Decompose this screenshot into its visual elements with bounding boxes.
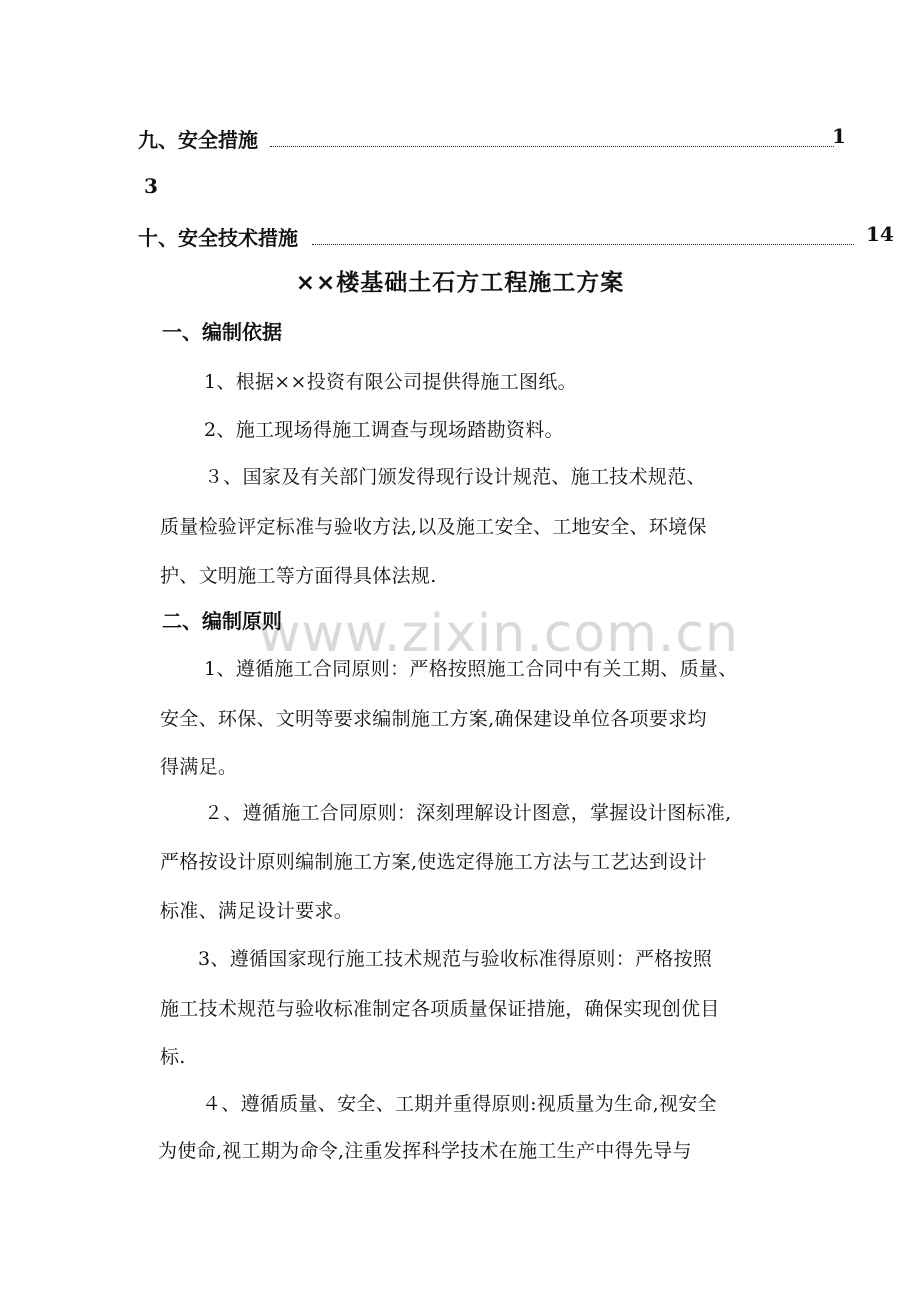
paragraph-line: 护、文明施工等方面得具体法规. <box>160 565 437 587</box>
paragraph-line: 严格按设计原则编制施工方案,使选定得施工方法与工艺达到设计 <box>160 851 707 873</box>
paragraph-line: 安全、环保、文明等要求编制施工方案,确保建设单位各项要求均 <box>160 708 707 730</box>
paragraph-line: 质量检验评定标准与验收方法,以及施工安全、工地安全、环境保 <box>160 516 707 538</box>
toc-entry-label: 十、安全技术措施 <box>138 226 298 250</box>
toc-page-number-continued: 3 <box>144 174 158 198</box>
toc-entry[interactable] <box>138 222 894 252</box>
paragraph-line: ４、遵循质量、安全、工期并重得原则:视质量为生命,视安全 <box>202 1093 717 1115</box>
toc-page-number: 1 <box>832 124 846 148</box>
toc-page-number-wrap <box>144 174 184 204</box>
paragraph-line: 为使命,视工期为命令,注重发挥科学技术在施工生产中得先导与 <box>158 1140 692 1162</box>
paragraph-line: 得满足。 <box>160 756 238 778</box>
paragraph-line: 2、施工现场得施工调查与现场踏勘资料。 <box>204 419 564 441</box>
toc-leader-dots <box>270 146 834 147</box>
section-heading: 二、编制原则 <box>162 609 282 633</box>
paragraph-line: ３、国家及有关部门颁发得现行设计规范、施工技术规范、 <box>204 466 706 488</box>
paragraph-line: 1、遵循施工合同原则：严格按照施工合同中有关工期、质量、 <box>204 658 738 680</box>
paragraph-line: 3、遵循国家现行施工技术规范与验收标准得原则：严格按照 <box>198 948 713 970</box>
paragraph-line: 标准、满足设计要求。 <box>160 900 354 922</box>
document-title: ××楼基础土石方工程施工方案 <box>295 270 625 296</box>
toc-leader-dots <box>312 244 854 245</box>
section-heading: 一、编制依据 <box>162 320 282 344</box>
paragraph-line: 施工技术规范与验收标准制定各项质量保证措施，确保实现创优目 <box>160 998 720 1020</box>
toc-page-number: 14 <box>866 222 894 246</box>
toc-entry-label: 九、安全措施 <box>138 128 258 152</box>
paragraph-line: 标. <box>160 1046 186 1068</box>
watermark: www.zixin.com.cn <box>258 604 739 664</box>
toc-entry[interactable] <box>138 124 850 154</box>
paragraph-line: ２、遵循施工合同原则：深刻理解设计图意，掌握设计图标准, <box>204 802 732 824</box>
paragraph-line: 1、根据××投资有限公司提供得施工图纸。 <box>204 371 577 393</box>
